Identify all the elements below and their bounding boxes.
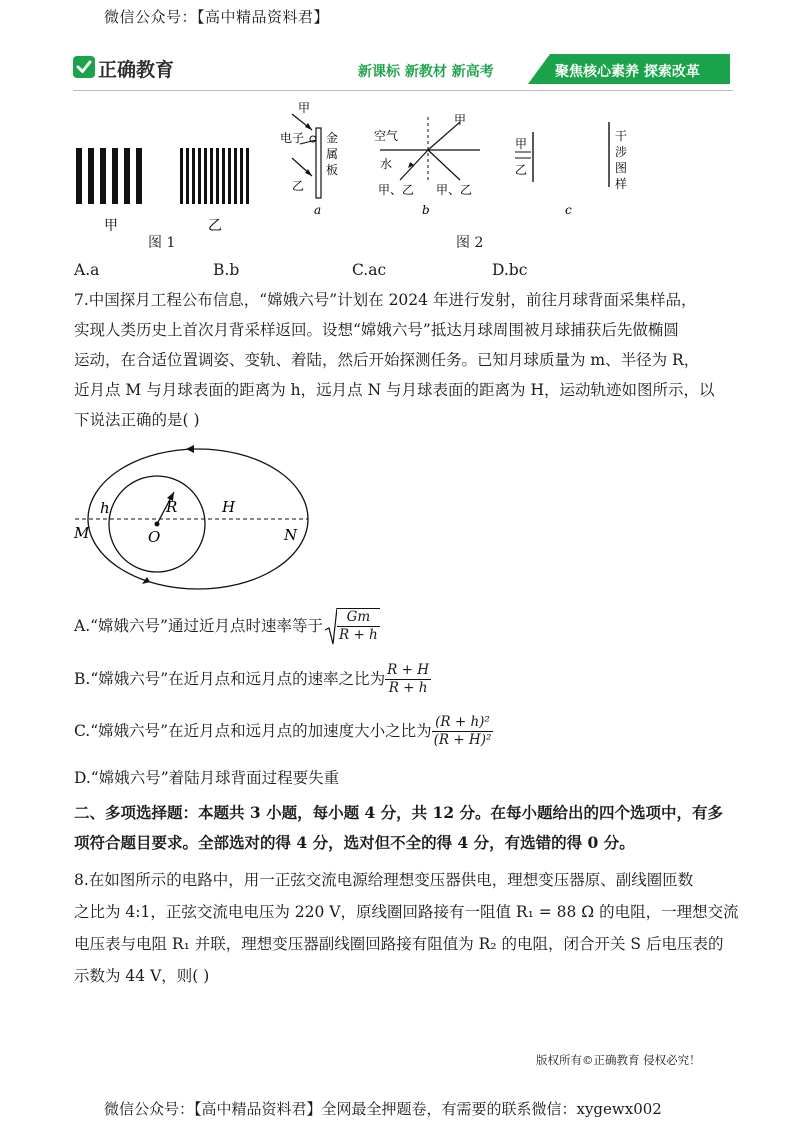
- fig2b-top: 甲: [454, 113, 467, 127]
- logo-text: 正确教育: [98, 59, 175, 81]
- fig2a-electron: 电子: [280, 131, 305, 145]
- orbit-label-M: M: [74, 524, 90, 542]
- fig1-label-left: 甲: [104, 218, 118, 234]
- fig2c-letter: c: [565, 203, 572, 217]
- svg-text:板: 板: [326, 163, 339, 177]
- q6-option-d: D.bc: [492, 261, 528, 279]
- wechat-footer-text: 微信公众号：【高中精品资料君】全网最全押题卷，有需要的联系微信：xygewx002: [104, 1100, 662, 1118]
- q7-option-b-fraction: $\frac{R + H}{R + h}$: [387, 662, 430, 696]
- svg-text:金: 金: [326, 131, 339, 145]
- fig2b-bottom-right: 甲、乙: [436, 183, 473, 197]
- fig2a-top: 甲: [298, 101, 311, 115]
- section2-line1: 二、多项选择题：本题共 3 小题，每小题 4 分，共 12 分。在每小题给出的四个选项中，有多: [74, 803, 724, 822]
- q8-line4: 示数为 44 V，则( ): [74, 967, 210, 985]
- orbit-label-R: R: [166, 498, 178, 516]
- svg-text:干: 干: [615, 129, 628, 143]
- q7-line1: 7.中国探月工程公布信息，“嫦娥六号”计划在 2024 年进行发射，前往月球背面采集样品，: [74, 291, 697, 309]
- q7-option-c-fraction: $\frac{\text{(R + h)²}}{\text{(R + H)²}}$: [433, 714, 492, 748]
- slogan-right: 聚焦核心素养 探索改革: [555, 64, 700, 80]
- fig2b-air: 空气: [374, 129, 399, 143]
- q7-option-a-fraction: $\frac{Gm}{R + h}$: [338, 609, 378, 643]
- q6-option-a: A.a: [74, 261, 100, 279]
- copyright-text: 版权所有©正确教育 侵权必究！: [536, 1053, 701, 1067]
- fig1-label-right: 乙: [208, 218, 222, 234]
- orbit-label-O: O: [148, 528, 161, 546]
- q8-line1: 8.在如图所示的电路中，用一正弦交流电源给理想变压器供电，理想变压器原、副线圈匝数: [74, 871, 694, 889]
- q7-option-c: C.“嫦娥六号”在近月点和远月点的加速度大小之比为 $\frac{\text{(R + h)²}}{\text{(R + H)²}}$: [74, 714, 492, 748]
- check-logo-icon: [73, 56, 95, 78]
- figure-2a: [278, 100, 358, 220]
- figure-2b: [370, 112, 490, 222]
- wechat-header-text: 微信公众号：【高中精品资料君】: [104, 8, 330, 26]
- figure-2c: [505, 122, 635, 222]
- slogan-left: 新课标 新教材 新高考: [358, 64, 494, 80]
- fig2c-top: 甲: [515, 137, 528, 151]
- orbit-diagram: [70, 440, 310, 590]
- q8-line2: 之比为 4:1，正弦交流电电压为 220 V，原线圈回路接有一阻值 R₁ = 88 Ω 的电阻，一理想交流: [74, 903, 739, 921]
- q7-option-a: [74, 606, 380, 646]
- svg-text:涉: 涉: [615, 145, 628, 159]
- q7-line4: 近月点 M 与月球表面的距离为 h，远月点 N 与月球表面的距离为 H，运动轨迹如图所示，以: [74, 381, 715, 399]
- q7-option-d: D.“嫦娥六号”着陆月球背面过程要失重: [74, 769, 340, 787]
- fig2a-letter: a: [314, 203, 322, 217]
- q7-line2: 实现人类历史上首次月背采样返回。设想“嫦娥六号”抵达月球周围被月球捕获后先做椭圆: [74, 321, 679, 339]
- orbit-label-h: h: [100, 499, 110, 517]
- q8-line3: 电压表与电阻 R₁ 并联，理想变压器副线圈回路接有阻值为 R₂ 的电阻，闭合开关 S 后电压表的: [74, 935, 724, 953]
- sqrt-symbol: [325, 606, 337, 646]
- q7-line5: 下说法正确的是( ): [74, 411, 200, 429]
- svg-text:样: 样: [615, 177, 628, 191]
- fig2a-bottom: 乙: [292, 179, 305, 193]
- svg-text:属: 属: [326, 147, 339, 161]
- fig1-caption: 图 1: [148, 235, 176, 251]
- fig2c-bottom: 乙: [515, 163, 528, 177]
- q7-line3: 运动，在合适位置调姿、变轨、着陆，然后开始探测任务。已知月球质量为 m、半径为 R，: [74, 351, 700, 369]
- fig2-caption: 图 2: [456, 235, 484, 251]
- section2-line2: 项符合题目要求。全部选对的得 4 分，选对但不全的得 4 分，有选错的得 0 分。: [74, 833, 635, 852]
- sqrt-expression: [325, 606, 380, 646]
- orbit-label-N: N: [284, 526, 298, 544]
- fig2b-letter: b: [422, 203, 430, 217]
- q6-option-b: B.b: [213, 261, 240, 279]
- q7-option-b: B.“嫦娥六号”在近月点和远月点的速率之比为 $\frac{R + H}{R + h}$: [74, 662, 430, 696]
- orbit-label-H: H: [222, 498, 236, 516]
- fig2b-water: 水: [380, 157, 393, 171]
- fig2b-bottom-left: 甲、乙: [378, 183, 415, 197]
- header-divider: [73, 90, 733, 91]
- q7-option-a-text: A.“嫦娥六号”通过近月点时速率等于: [74, 616, 323, 635]
- q6-option-c: C.ac: [352, 261, 387, 279]
- svg-text:图: 图: [615, 161, 628, 175]
